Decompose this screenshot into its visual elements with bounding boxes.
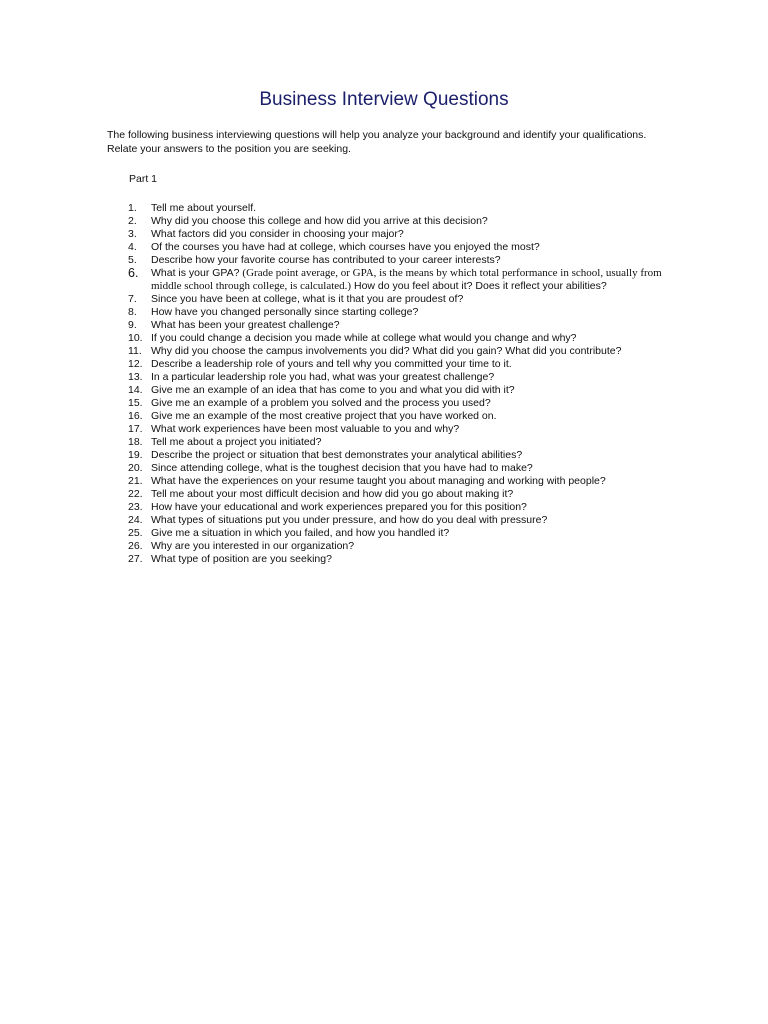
list-item: [0, 540, 768, 553]
list-item: [0, 423, 768, 436]
question-text: How have your educational and work experiences prepared you for this position?: [151, 501, 527, 513]
question-text: Describe a leadership role of yours and tell why you committed your time to it.: [151, 358, 512, 370]
question-text: Why did you choose the campus involvements you did? What did you gain? What did you contribute?: [151, 345, 622, 357]
page-title: Business Interview Questions: [259, 89, 509, 110]
question-text: Why are you interested in our organization?: [151, 540, 355, 552]
question-number: 3.: [128, 228, 137, 240]
question-text: Tell me about your most difficult decision and how did you go about making it?: [151, 488, 514, 500]
question-number: 13.: [128, 371, 143, 383]
list-item: [0, 332, 768, 345]
list-item: [0, 514, 768, 527]
question-number: 2.: [128, 215, 137, 227]
list-item: [0, 462, 768, 475]
question-text: How have you changed personally since starting college?: [151, 306, 419, 318]
list-item: [0, 228, 768, 241]
question-number: 10.: [128, 332, 143, 344]
question-number: 20.: [128, 462, 143, 474]
question-text: What factors did you consider in choosing your major?: [151, 228, 404, 240]
part-label: Part 1: [129, 173, 158, 185]
question-number: 1.: [128, 202, 137, 214]
question-text: Tell me about a project you initiated?: [151, 436, 322, 448]
list-item: [0, 306, 768, 319]
question-text: [151, 267, 663, 293]
question-number: 26.: [128, 540, 143, 552]
question-number: 22.: [128, 488, 143, 500]
question-number: 17.: [128, 423, 143, 435]
question-number: 5.: [128, 254, 137, 266]
list-item: [0, 501, 768, 514]
question-text: What type of position are you seeking?: [151, 553, 332, 565]
list-item: [0, 254, 768, 267]
intro-paragraph: The following business interviewing questions will help you analyze your background and identify your qualifications. Relate your answers to the position you are seeking.: [107, 129, 647, 155]
list-item: [0, 527, 768, 540]
question-number: 25.: [128, 527, 143, 539]
question-number: 4.: [128, 241, 137, 253]
question-number: 15.: [128, 397, 143, 409]
question-text-part: How do you feel about it? Does it reflect your abilities?: [351, 280, 607, 292]
question-text: Describe the project or situation that best demonstrates your analytical abilities?: [151, 449, 523, 461]
question-number: 16.: [128, 410, 143, 422]
question-text: What have the experiences on your resume taught you about managing and working with people?: [151, 475, 606, 487]
question-number: 24.: [128, 514, 143, 526]
question-text: Give me an example of a problem you solved and the process you used?: [151, 397, 491, 409]
question-number: 19.: [128, 449, 143, 461]
question-number: 12.: [128, 358, 143, 370]
list-item: [0, 371, 768, 384]
list-item: [0, 436, 768, 449]
list-item: [0, 345, 768, 358]
question-text: What has been your greatest challenge?: [151, 319, 340, 331]
question-text: In a particular leadership role you had, what was your greatest challenge?: [151, 371, 495, 383]
list-item: [0, 475, 768, 488]
list-item: [0, 319, 768, 332]
question-text: Tell me about yourself.: [151, 202, 257, 214]
question-text: Give me a situation in which you failed, and how you handled it?: [151, 527, 450, 539]
question-text: Why did you choose this college and how did you arrive at this decision?: [151, 215, 488, 227]
question-number: 23.: [128, 501, 143, 513]
list-item: [0, 215, 768, 228]
list-item: [0, 202, 768, 215]
question-number: 21.: [128, 475, 143, 487]
question-number: 27.: [128, 553, 143, 565]
question-text: Give me an example of an idea that has come to you and what you did with it?: [151, 384, 515, 396]
question-text-part: What is your GPA?: [151, 267, 243, 279]
list-item: [0, 267, 768, 293]
question-number: 14.: [128, 384, 143, 396]
list-item: [0, 241, 768, 254]
list-item: [0, 410, 768, 423]
list-item: [0, 293, 768, 306]
list-item: [0, 384, 768, 397]
question-text: Of the courses you have had at college, which courses have you enjoyed the most?: [151, 241, 540, 253]
question-number: 7.: [128, 293, 137, 305]
list-item: [0, 488, 768, 501]
list-item: [0, 358, 768, 371]
question-number: 6.: [128, 266, 139, 280]
list-item: [0, 397, 768, 410]
question-number: 9.: [128, 319, 137, 331]
question-text: What types of situations put you under pressure, and how do you deal with pressure?: [151, 514, 548, 526]
question-text: Describe how your favorite course has contributed to your career interests?: [151, 254, 501, 266]
question-text: What work experiences have been most valuable to you and why?: [151, 423, 460, 435]
question-list: [0, 202, 768, 566]
question-number: 8.: [128, 306, 137, 318]
gpa-definition: (Grade point average, or GPA, is the means by which total performance in school, usually from middle school through college, is calculated.): [151, 267, 662, 292]
question-text: Since you have been at college, what is it that you are proudest of?: [151, 293, 464, 305]
question-number: 11.: [128, 345, 142, 357]
list-item: [0, 553, 768, 566]
question-text: Since attending college, what is the toughest decision that you have had to make?: [151, 462, 533, 474]
question-number: 18.: [128, 436, 143, 448]
question-text: Give me an example of the most creative project that you have worked on.: [151, 410, 497, 422]
question-text: If you could change a decision you made while at college what would you change and why?: [151, 332, 577, 344]
list-item: [0, 449, 768, 462]
